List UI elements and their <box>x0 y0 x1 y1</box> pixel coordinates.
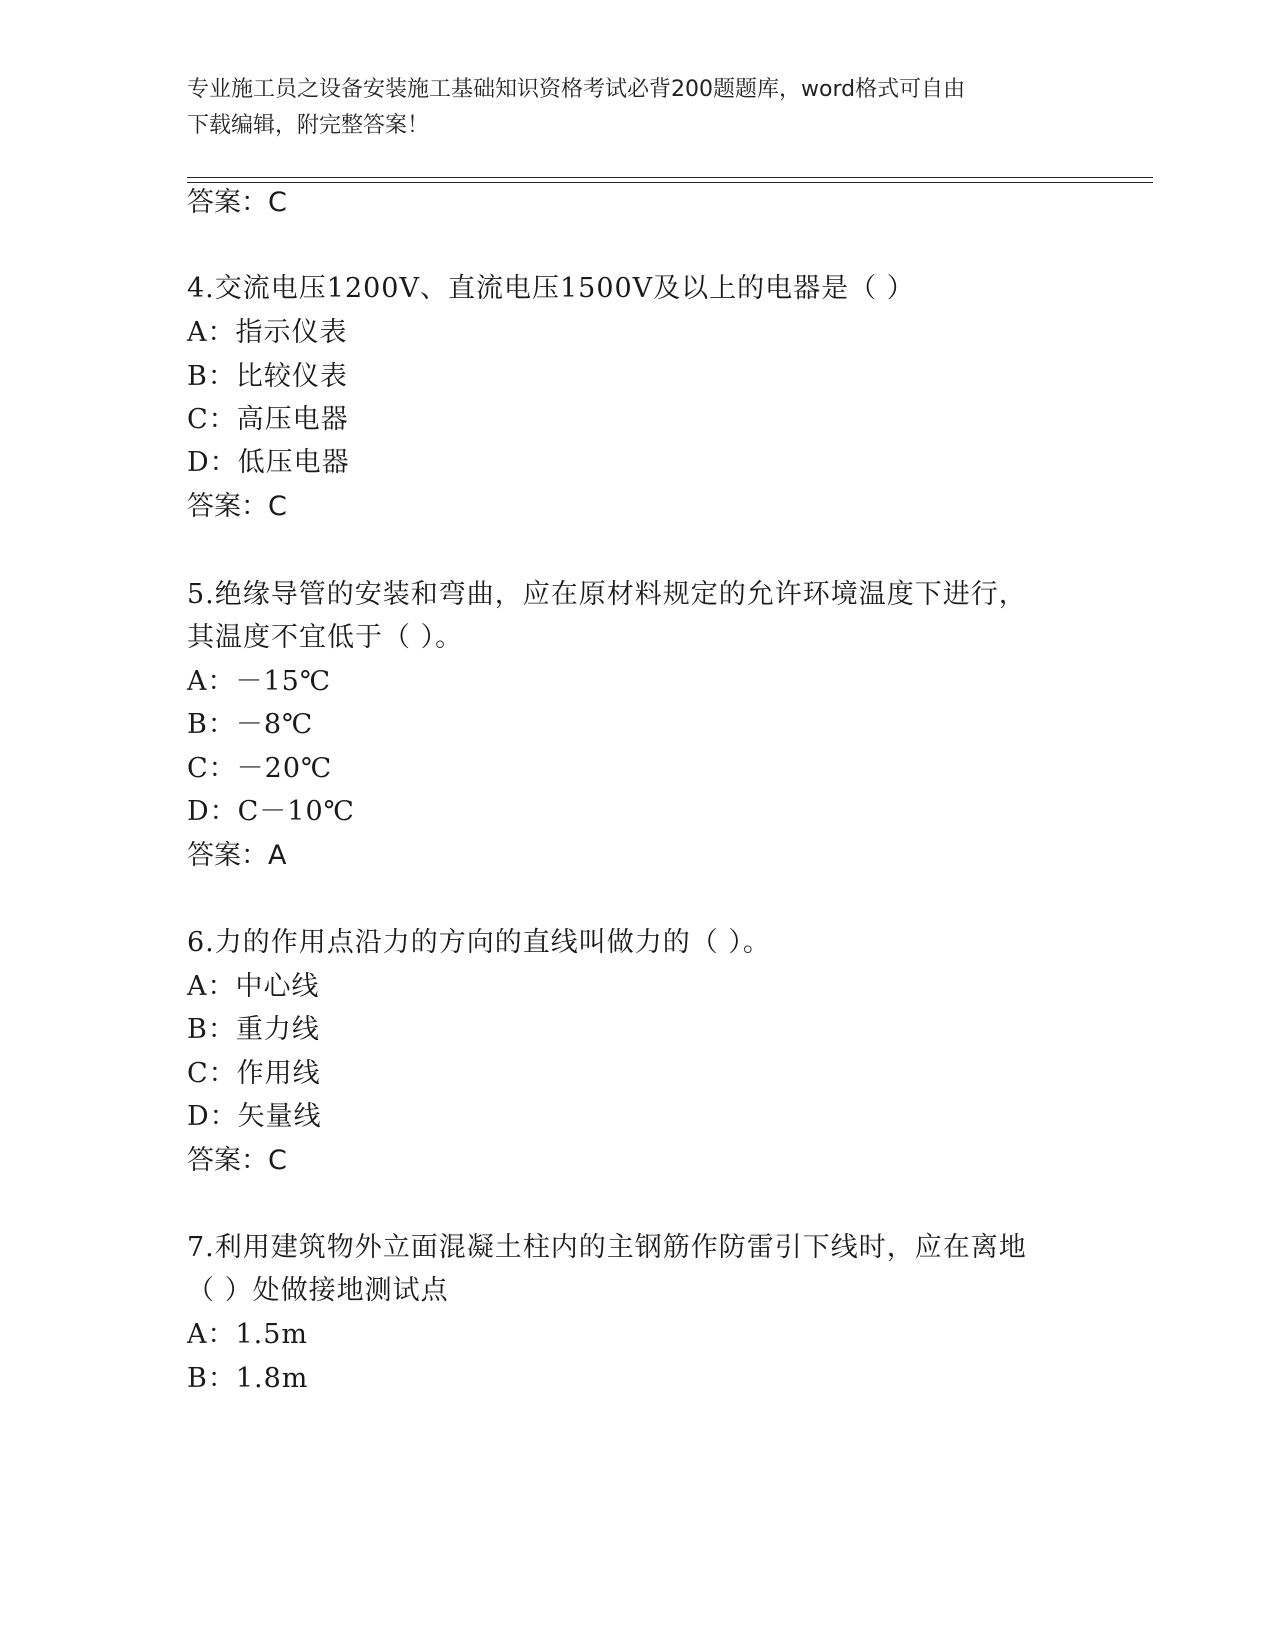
question-4-option-d: D：低压电器 <box>187 447 350 478</box>
question-6-stem: 6.力的作用点沿力的方向的直线叫做力的（ ）。 <box>187 927 771 958</box>
question-4-option-b: B：比较仪表 <box>187 361 348 392</box>
question-5-option-d: D：C－10℃ <box>187 796 355 827</box>
header-divider-top <box>187 177 1153 178</box>
question-6-option-b: B：重力线 <box>187 1014 320 1045</box>
question-7-option-b: B：1.8m <box>187 1363 309 1394</box>
question-4-stem: 4.交流电压1200V、直流电压1500V及以上的电器是（ ） <box>187 273 915 304</box>
question-5-answer: 答案：A <box>187 840 287 871</box>
question-6-answer: 答案：C <box>187 1145 287 1176</box>
question-6-option-c: C：作用线 <box>187 1058 321 1089</box>
question-5-stem-line-2: 其温度不宜低于（ ）。 <box>187 622 464 653</box>
question-5-option-a: A：－15℃ <box>187 666 332 697</box>
question-7-stem-line-1: 7.利用建筑物外立面混凝土柱内的主钢筋作防雷引下线时，应在离地 <box>187 1232 1027 1263</box>
question-5-option-b: B：－8℃ <box>187 709 314 740</box>
header-line-1: 专业施工员之设备安装施工基础知识资格考试必背200题题库，word格式可自由 <box>187 77 966 102</box>
question-5-option-c: C：－20℃ <box>187 753 333 784</box>
document-header <box>187 72 1087 144</box>
answer-line: 答案：C <box>187 187 287 218</box>
question-4-option-c: C：高压电器 <box>187 404 349 435</box>
question-7-stem-line-2: （ ）处做接地测试点 <box>187 1275 449 1306</box>
question-7-option-a: A：1.5m <box>187 1319 309 1350</box>
question-5-stem-line-1: 5.绝缘导管的安装和弯曲，应在原材料规定的允许环境温度下进行， <box>187 579 1027 610</box>
question-6-option-d: D：矢量线 <box>187 1101 322 1132</box>
header-line-2: 下载编辑，附完整答案！ <box>187 113 430 138</box>
question-6-option-a: A：中心线 <box>187 971 320 1002</box>
question-4-option-a: A：指示仪表 <box>187 317 348 348</box>
header-divider-bottom <box>187 182 1153 183</box>
question-4-answer: 答案：C <box>187 491 287 522</box>
